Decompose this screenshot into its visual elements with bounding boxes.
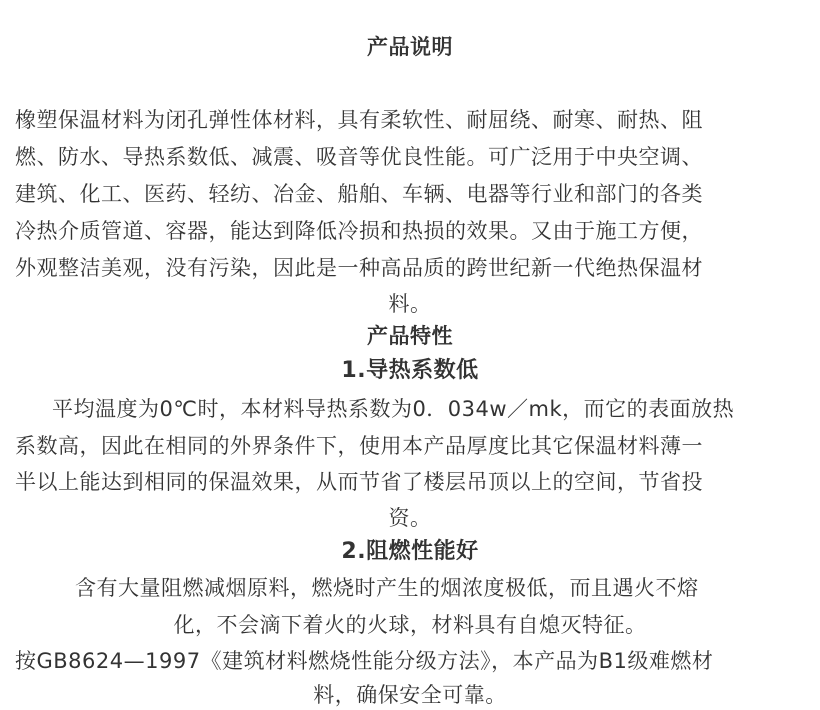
feature-line: 系数高，因此在相同的外界条件下，使用本产品厚度比其它保温材料薄一 <box>15 434 703 458</box>
intro-line: 料。 <box>388 292 432 316</box>
intro-line: 冷热介质管道、容器，能达到降低冷损和热损的效果。又由于施工方便， <box>15 219 703 243</box>
intro-line: 橡塑保温材料为闭孔弹性体材料，具有柔软性、耐屈绕、耐寒、耐热、阻 <box>15 108 703 132</box>
feature-line: 含有大量阻燃减烟原料，燃烧时产生的烟浓度极低，而且遇火不熔 <box>75 576 699 600</box>
intro-line: 建筑、化工、医药、轻纺、冶金、船舶、车辆、电器等行业和部门的各类 <box>15 182 703 206</box>
feature-heading-flame-retardant: 2.阻燃性能好 <box>341 539 479 564</box>
feature-line: 平均温度为0℃时，本材料导热系数为0．034w／mk，而它的表面放热 <box>52 397 735 421</box>
page-title: 产品说明 <box>367 35 453 59</box>
feature-line: 资。 <box>388 506 432 530</box>
feature-line: 按GB8624—1997《建筑材料燃烧性能分级方法》，本产品为B1级难燃材 <box>15 649 714 673</box>
feature-line: 化，不会滴下着火的火球，材料具有自熄灭特征。 <box>173 613 647 637</box>
features-heading: 产品特性 <box>367 324 453 348</box>
intro-line: 外观整洁美观，没有污染，因此是一种高品质的跨世纪新一代绝热保温材 <box>15 256 703 280</box>
feature-line: 料，确保安全可靠。 <box>313 683 507 707</box>
feature-heading-thermal-conductivity: 1.导热系数低 <box>341 358 479 383</box>
feature-line: 半以上能达到相同的保温效果，从而节省了楼层吊顶以上的空间，节省投 <box>15 470 703 494</box>
intro-line: 燃、防水、导热系数低、减震、吸音等优良性能。可广泛用于中央空调、 <box>15 145 703 169</box>
